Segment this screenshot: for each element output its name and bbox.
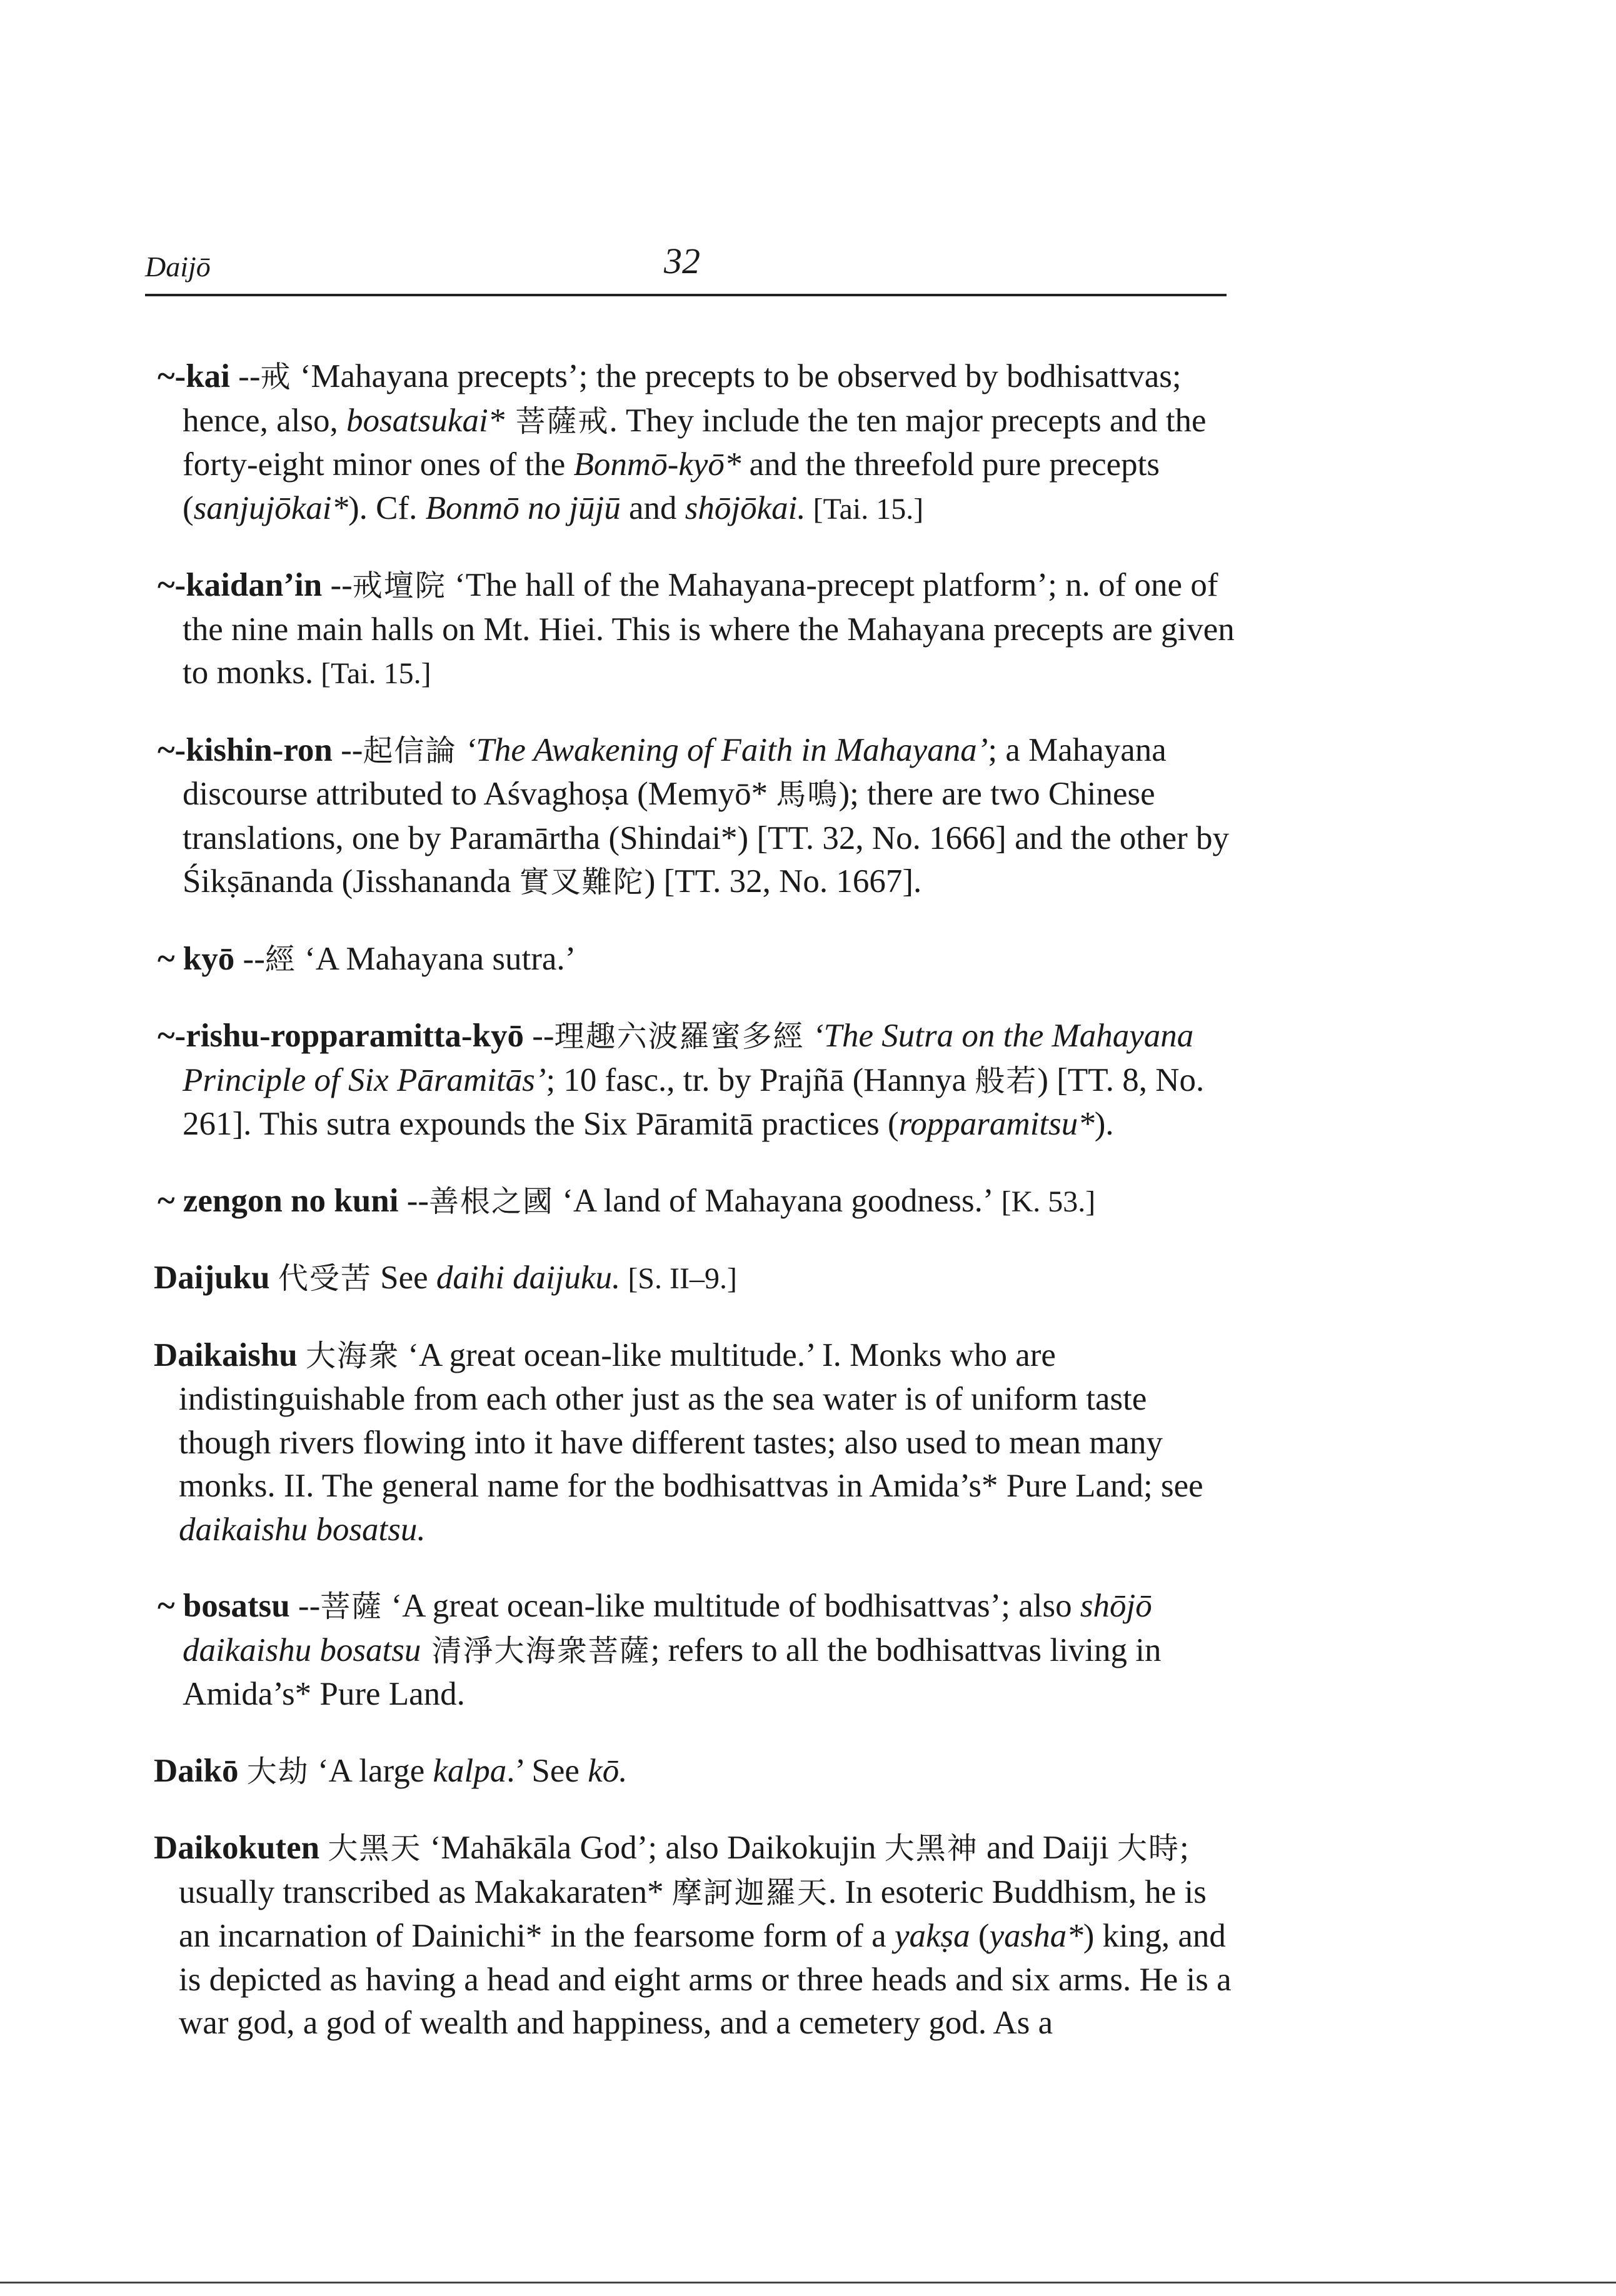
entry-daiko: Daikō 大劫 ‘A large kalpa.’ See kō. [154,1752,628,1789]
bottom-edge-rule [0,2282,1616,2283]
running-head: Daijō [145,251,211,283]
entry-zengon-no-kuni: ~ zengon no kuni --善根之國 ‘A land of Mahayana goodness.’ [K. 53.] [158,1182,1096,1219]
entry-daikaishu: Daikaishu 大海衆 ‘A great ocean-like multitude.’ I. Monks who are indistinguishable from each other just as the sea water is of uniform taste though rivers flowing into it have different tastes; also used to mean many monks. II. The general name for the bodhisattvas in Amida’s* Pure Land; see daikaishu bosatsu. [154,1336,1203,1548]
page-number: 32 [664,241,700,281]
entry-daijuku: Daijuku 代受苦 See daihi daijuku. [S. II–9.] [154,1260,737,1296]
entry-rishu-ropparamitta-kyo: ~-rishu-ropparamitta-kyō --理趣六波羅蜜多經 ‘The Sutra on the Mahayana Principle of Six Pāramitās’; 10 fasc., tr. by Prajñā (Hannya 般若) [TT. 8, No. 261]. This sutra expounds the Six Pāramitā practices (ropparamitsu*). [158,1018,1205,1142]
entry-kishin-ron: ~-kishin-ron --起信論 ‘The Awakening of Faith in Mahayana’; a Mahayana discourse attributed to Aśvaghoṣa (Memyō* 馬鳴); there are two Chinese translations, one by Paramārtha (Shindai*) [TT. 32, No. 1666] and the other by Śikṣānanda (Jisshananda 實叉難陀) [TT. 32, No. 1667]. [158,731,1230,900]
entry-daikaishu-bosatsu: ~ bosatsu --菩薩 ‘A great ocean-like multitude of bodhisattvas’; also shōjō daikaishu bosatsu 清淨大海衆菩薩; refers to all the bodhisattvas living in Amida’s* Pure Land. [158,1588,1162,1712]
entry-kyo: ~ kyō --經 ‘A Mahayana sutra.’ [158,940,576,977]
page-header [145,241,1227,294]
entry-mahayana-kai: ~-kai --戒 ‘Mahayana precepts’; the precepts to be observed by bodhisattvas; hence, also, bosatsukai* 菩薩戒. They include the ten major precepts and the forty-eight minor ones of the Bonmō-kyō* and the threefold pure precepts (sanjujōkai*). Cf. Bonmō no jūjū and shōjōkai. [Tai. 15.] [158,358,1207,526]
entry-kaidanin: ~-kaidan’in --戒壇院 ‘The hall of the Mahayana-precept platform’; n. of one of the nine main halls on Mt. Hiei. This is where the Mahayana precepts are given to monks. [Tai. 15.] [158,567,1235,691]
header-rule [145,294,1227,296]
dictionary-entries [154,322,1245,2055]
entry-daikokuten: Daikokuten 大黑天 ‘Mahākāla God’; also Daikokujin 大黑神 and Daiji 大時; usually transcribed as Makakaraten* 摩訶迦羅天. In esoteric Buddhism, he is an incarnation of Dainichi* in the fearsome form of a yakṣa (yasha*) king, and is depicted as having a head and eight arms or three heads and six arms. He is a war god, a god of wealth and happiness, and a cemetery god. As a [154,1830,1232,2041]
